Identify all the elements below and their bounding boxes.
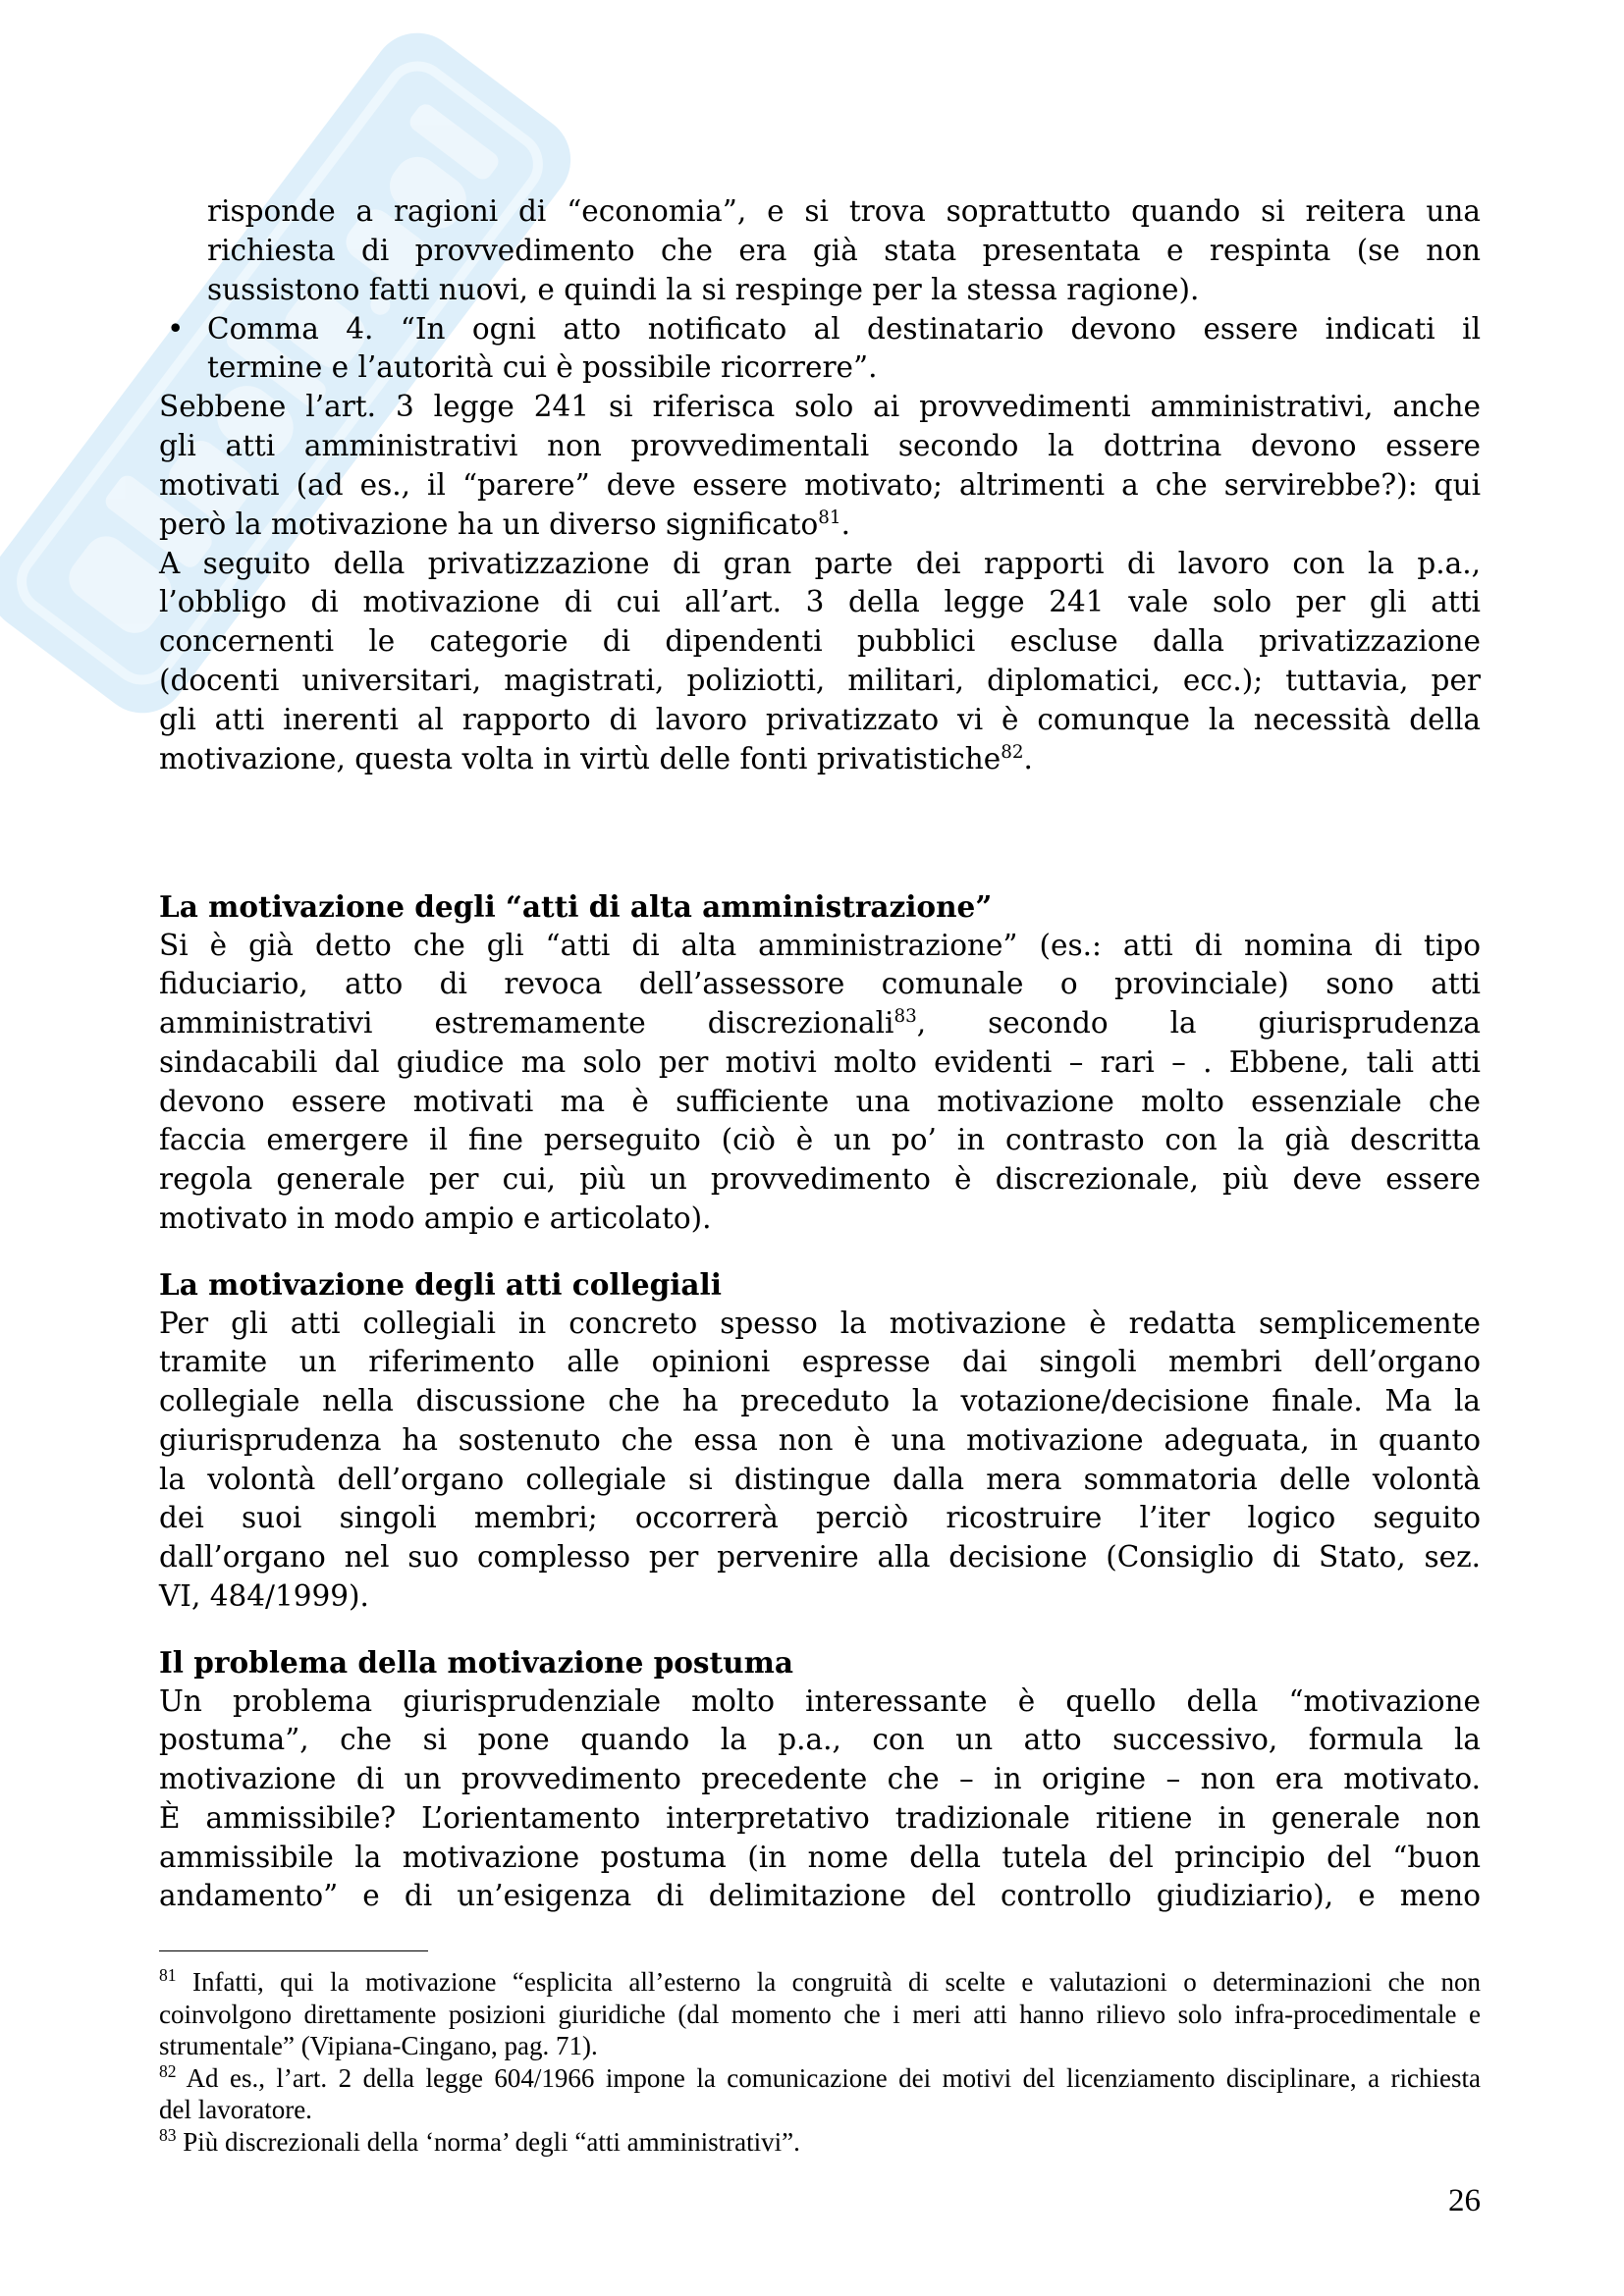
footnote-81 [159,1966,1481,1999]
text-line: È ammissibile? L’orientamento interpretativo tradizionale ritiene in generale non [159,1800,1481,1835]
text-line: dall’organo nel suo complesso per pervenire alla decisione (Consiglio di Stato, sez. [159,1539,1481,1574]
text-line: motivazione di un provvedimento precedente che – in origine – non era motivato. [159,1762,1481,1796]
text-line: Sebbene l’art. 3 legge 241 si riferisca solo ai provvedimenti amministrativi, anche [159,390,1481,424]
bullet-marker: • [167,311,185,346]
footnote-83 [159,2126,1481,2159]
bullet-item [159,310,1481,349]
footnote-number: 83 [159,2124,177,2145]
text-line: regola generale per cui, più un provvedimento è discrezionale, più deve essere [159,1161,1481,1196]
text-line: tramite un riferimento alle opinioni espresse dai singoli membri dell’organo [159,1345,1481,1379]
text-line: motivato in modo ampio e articolato). [159,1201,712,1235]
line-text: . [1023,741,1033,775]
section-motivazione-postuma [159,1643,1481,1916]
footnote-text-line: Più discrezionali della ‘norma’ degli “atti amministrativi”. [183,2126,800,2157]
text-line [159,506,1481,545]
section-alta-amministrazione [159,887,1481,1238]
text-line: gli atti inerenti al rapporto di lavoro privatizzato vi è comunque la necessità della [159,702,1481,736]
page-number: 26 [1448,2183,1481,2218]
section-heading: Il problema della motivazione postuma [159,1645,793,1680]
footnote-text-line: Infatti, qui la motivazione “esplicita all’esterno la congruità di scelte e valutazioni o determinazioni che non [191,1967,1481,1997]
text-line: gli atti amministrativi non provvedimentali secondo la dottrina devono essere [159,429,1481,463]
footnote-82 [159,2062,1481,2095]
continuation-line: risponde a ragioni di “economia”, e si trova soprattutto quando si reitera una [207,194,1481,228]
text-line: la volontà dell’organo collegiale si distingue dalla mera sommatoria delle volontà [159,1462,1481,1496]
text-line: fiduciario, atto di revoca dell’assessore comunale o provinciale) sono atti [159,967,1481,1001]
footnote-text-line: del lavoratore. [159,2095,312,2124]
continuation-line: sussistono fatti nuovi, e quindi la si respinge per la stessa ragione). [207,272,1200,306]
text-line: giurisprudenza ha sostenuto che essa non è una motivazione adeguata, in quanto [159,1422,1481,1457]
text-line: (docenti universitari, magistrati, poliziotti, militari, diplomatici, ecc.); tuttavia, per [159,664,1481,698]
footnote-text-line: Ad es., l’art. 2 della legge 604/1966 impone la comunicazione dei motivi del licenziamento disciplinare, a richiesta [186,2062,1481,2093]
bullet-text-line: termine e l’autorità cui è possibile ricorrere”. [207,350,878,385]
section-heading: La motivazione degli atti collegiali [159,1267,722,1302]
line-text: . [840,507,850,541]
footnotes [159,1966,1481,2158]
text-line: andamento” e di un’esigenza di delimitazione del controllo giudiziario), e meno [159,1879,1481,1913]
text-line: dei suoi singoli membri; occorrerà perciò ricostruire l’iter logico seguito [159,1501,1481,1535]
text-line: Si è già detto che gli “atti di alta amministrazione” (es.: atti di nomina di tipo [159,928,1481,962]
bullet-text-line: Comma 4. “In ogni atto notificato al destinatario devono essere indicati il [207,311,1481,346]
text-line: A seguito della privatizzazione di gran parte dei rapporti di lavoro con la p.a., [159,546,1481,580]
line-text: , secondo la giurisprudenza [916,1006,1482,1041]
text-line: postuma”, che si pone quando la p.a., con un atto successivo, formula la [159,1723,1481,1757]
text-line: VI, 484/1999). [159,1578,369,1613]
footnote-reference: 81 [818,507,841,528]
footnote-number: 82 [159,2060,177,2081]
section-atti-collegiali [159,1265,1481,1616]
text-line: Per gli atti collegiali in concreto spesso la motivazione è redatta semplicemente [159,1306,1481,1340]
body-text-top [159,192,1481,779]
text-line: l’obbligo di motivazione di cui all’art. 3 della legge 241 vale solo per gli atti [159,585,1481,619]
text-line: devono essere motivati ma è sufficiente una motivazione molto essenziale che [159,1084,1481,1118]
text-line: Un problema giurisprudenziale molto interessante è quello della “motivazione [159,1683,1481,1718]
line-text: però la motivazione ha un diverso significato [159,507,819,541]
line-text: amministrativi estremamente discrezionali [159,1006,894,1041]
footnote-text-line: strumentale” (Vipiana-Cingano, pag. 71). [159,2031,598,2060]
text-line: sindacabili dal giudice ma solo per motivi molto evidenti – rari – . Ebbene, tali atti [159,1044,1481,1079]
text-line: collegiale nella discussione che ha preceduto la votazione/decisione finale. Ma la [159,1384,1481,1418]
footnote-text-line: coinvolgono direttamente posizioni giuridiche (dal momento che i meri atti hanno rilievo solo infra-procedimentale e [159,1999,1481,2029]
footnote-separator [159,1950,428,1951]
line-text: motivazione, questa volta in virtù delle fonti privatistiche [159,741,1001,775]
text-line: motivati (ad es., il “parere” deve essere motivato; altrimenti a che servirebbe?): qui [159,467,1481,502]
text-line: ammissibile la motivazione postuma (in nome della tutela del principio del “buon [159,1840,1481,1874]
text-line [159,1004,1481,1043]
text-line: concernenti le categorie di dipendenti pubblici escluse dalla privatizzazione [159,624,1481,659]
footnote-number: 81 [159,1965,177,1985]
text-line: faccia emergere il fine perseguito (ciò è un po’ in contrasto con la già descritta [159,1123,1481,1157]
continuation-line: richiesta di provvedimento che era già stata presentata e respinta (se non [207,233,1481,267]
footnote-reference: 82 [1001,741,1024,763]
footnote-reference: 83 [893,1006,917,1028]
text-line [159,740,1481,779]
section-heading: La motivazione degli “atti di alta amministrazione” [159,889,993,924]
